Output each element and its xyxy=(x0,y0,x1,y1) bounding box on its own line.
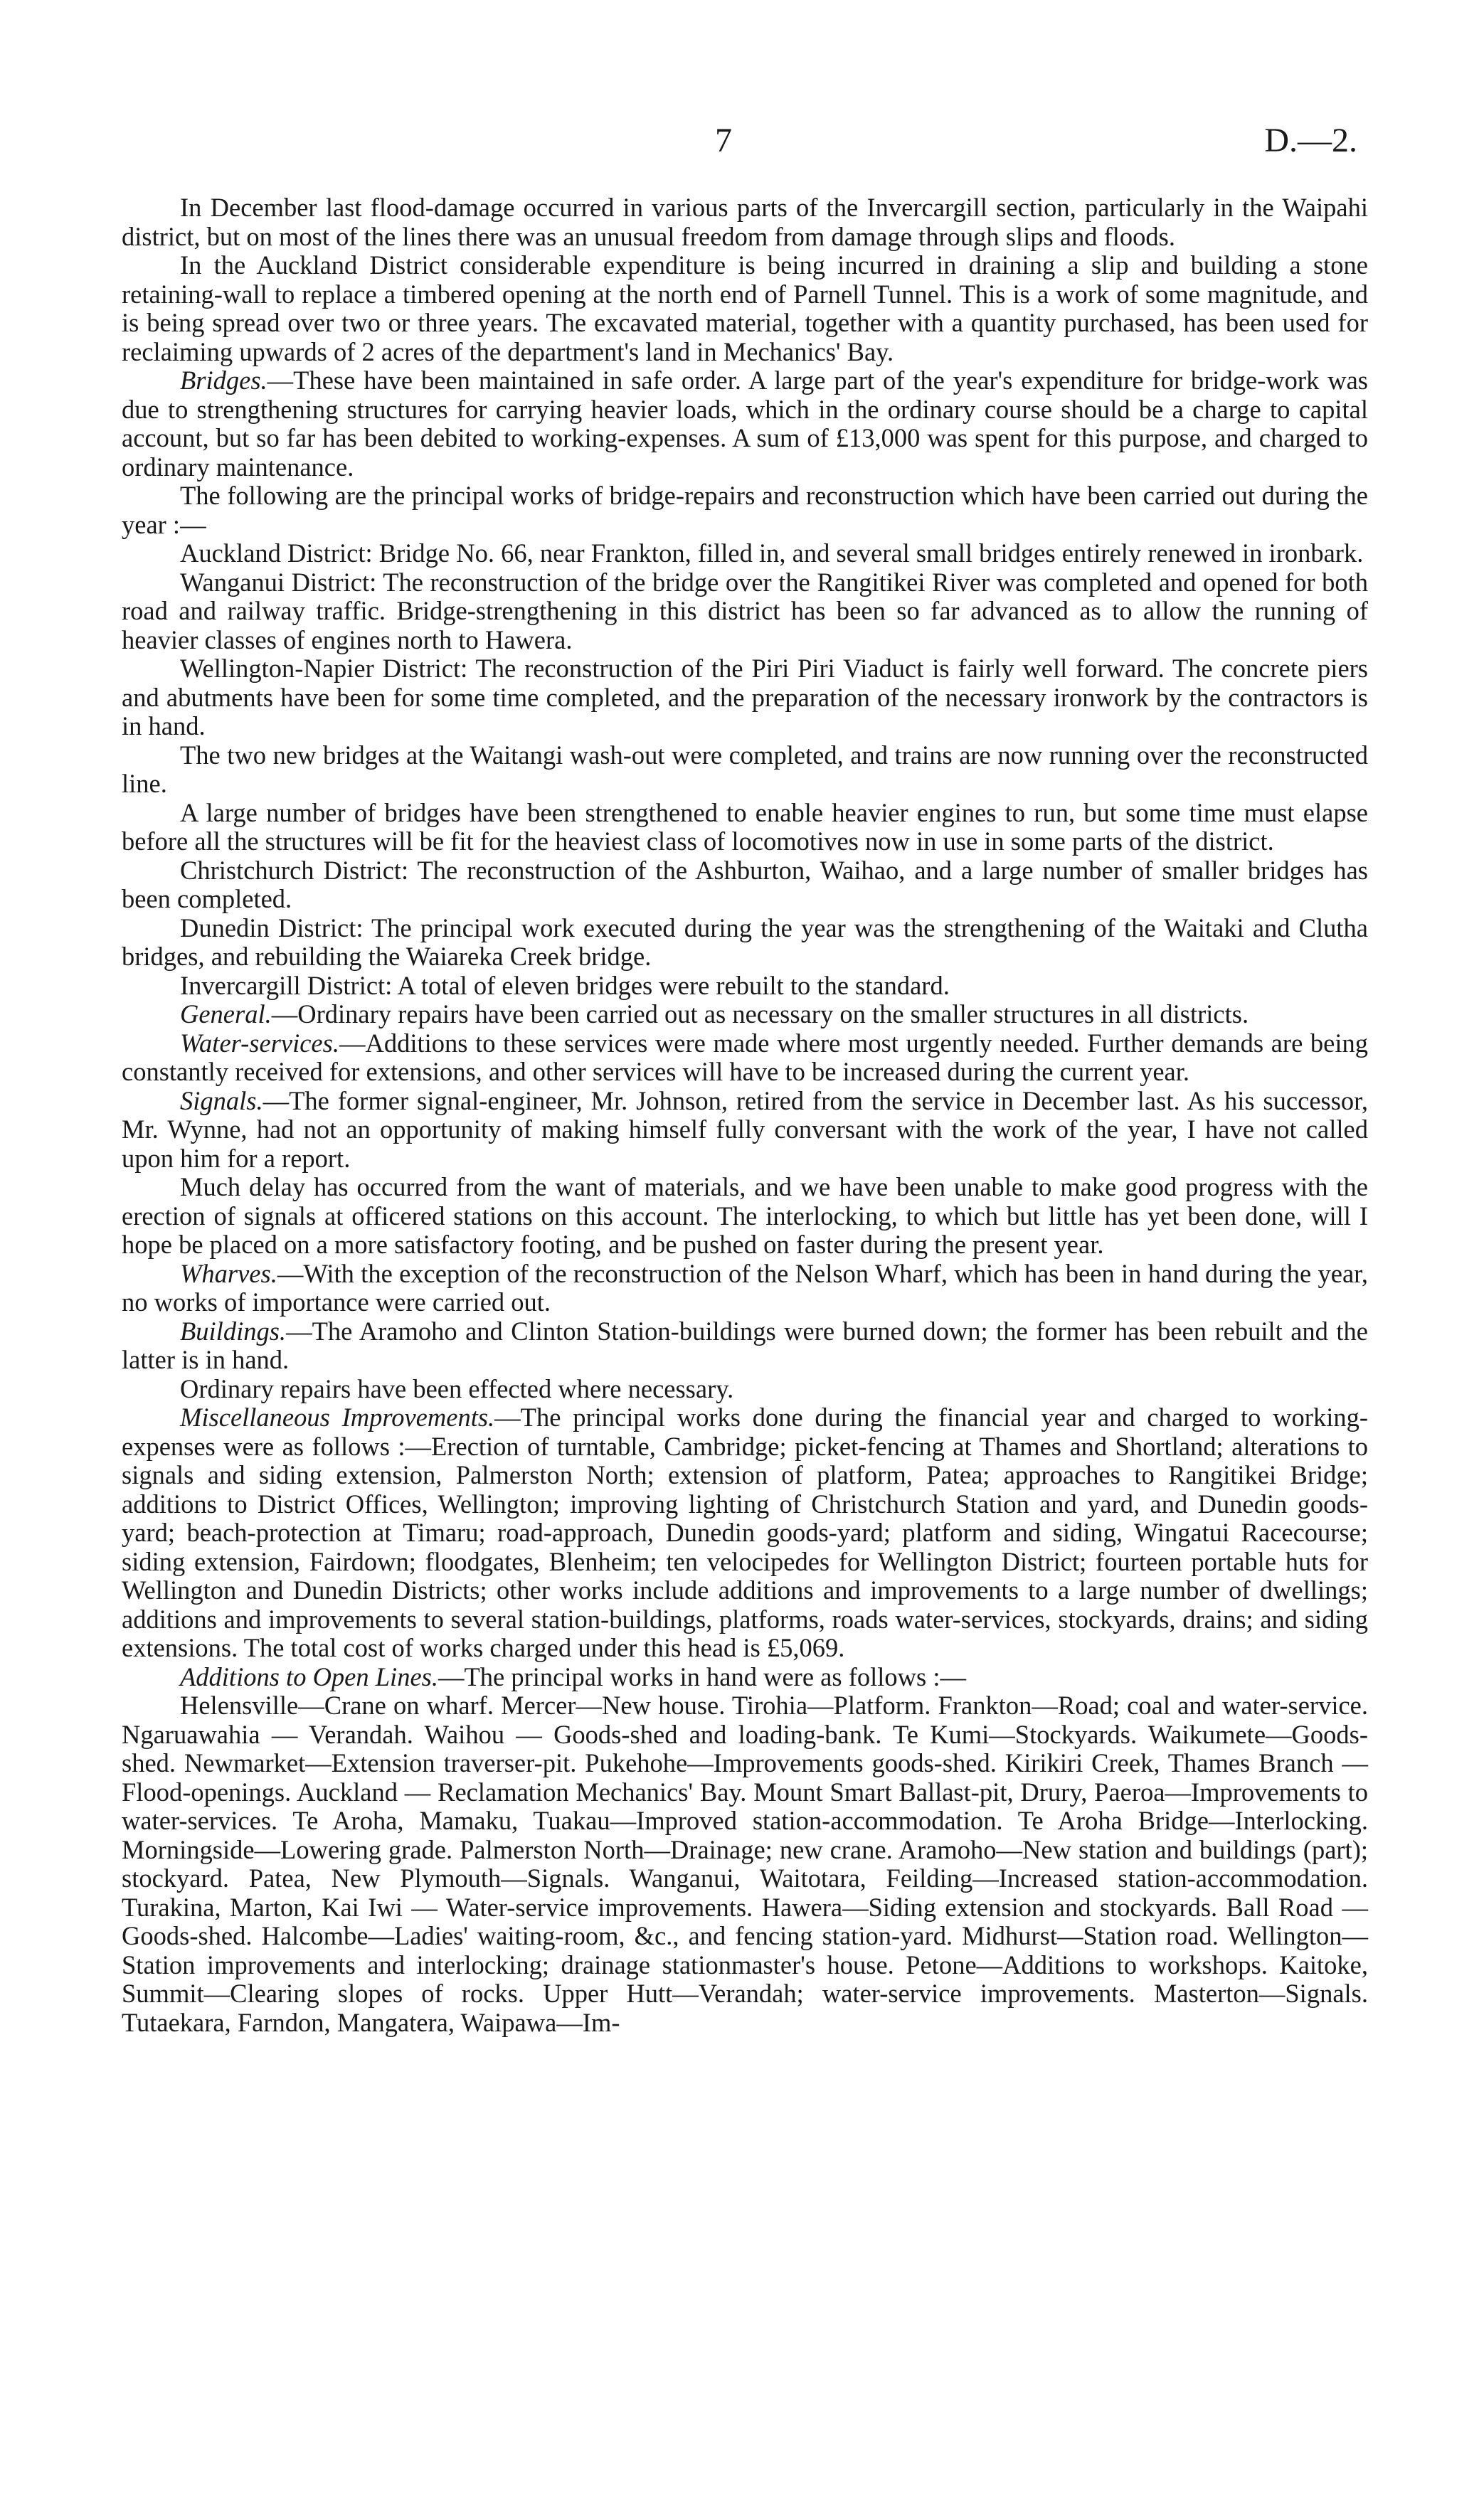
section-heading: Additions to Open Lines. xyxy=(180,1662,438,1691)
section-heading: Water-services. xyxy=(180,1028,339,1058)
paragraph: The following are the principal works of bridge-repairs and reconstruction which have been carried out during the year :— xyxy=(122,481,1368,539)
body-text xyxy=(122,193,1368,2037)
paragraph: Additions to Open Lines.—The principal works in hand were as follows :— xyxy=(180,1662,966,1691)
section-heading: Signals. xyxy=(180,1085,263,1115)
section-heading: General. xyxy=(180,999,272,1028)
paragraph: Buildings.—The Aramoho and Clinton Station-buildings were burned down; the former has been rebuilt and the latter is in hand. xyxy=(122,1316,1368,1374)
section-heading: Buildings. xyxy=(180,1316,287,1346)
paragraph: Signals.—The former signal-engineer, Mr. Johnson, retired from the service in December last. As his successor, Mr. Wynne, had not an opportunity of making himself fully conversant with the work of the year, I have not called upon him for a report. xyxy=(122,1085,1368,1173)
paragraph: The two new bridges at the Waitangi wash-out were completed, and trains are now running over the reconstructed line. xyxy=(122,740,1368,798)
paragraph: Christchurch District: The reconstruction of the Ashburton, Waihao, and a large number of smaller bridges has been completed. xyxy=(122,855,1368,913)
paragraph: Auckland District: Bridge No. 66, near Frankton, filled in, and several small bridges entirely renewed in ironbark. xyxy=(180,538,1364,568)
paragraph: Bridges.—These have been maintained in safe order. A large part of the year's expenditure for bridge-work was due to strengthening structures for carrying heavier loads, which in the ordinary course should be a charge to capital account, but so far has been debited to working-expenses. A sum of £13,000 was spent for this purpose, and charged to ordinary maintenance. xyxy=(122,366,1368,482)
paragraph: Ordinary repairs have been effected where necessary. xyxy=(180,1373,734,1403)
paragraph: Dunedin District: The principal work executed during the year was the strengthening of the Waitaki and Clutha bridges, and rebuilding the Waiareka Creek bridge. xyxy=(122,913,1368,971)
paragraph: Invercargill District: A total of eleven bridges were rebuilt to the standard. xyxy=(180,970,950,1000)
page-header xyxy=(0,121,1479,171)
paragraph: Wharves.—With the exception of the reconstruction of the Nelson Wharf, which has been in hand during the year, no works of importance were carried out. xyxy=(122,1258,1368,1317)
paragraph: Much delay has occurred from the want of materials, and we have been unable to make good progress with the erection of signals at officered stations on this account. The interlocking, to which but little has yet been done, will I hope be placed on a more satisfactory footing, and be pushed on faster during the present year. xyxy=(122,1172,1368,1259)
paragraph: Helensville—Crane on wharf. Mercer—New house. Tirohia—Platform. Frankton—Road; coal and water-service. Ngaruawahia — Verandah. Waihou — Goods-shed and loading-bank. Te Kumi—Stockyards. Waikumete—Goods-shed. Newmarket—Extension traverser-pit. Pukehohe—Improvements goods-shed. Kirikiri Creek, Thames Branch — Flood-openings. Auckland — Reclamation Mechanics' Bay. Mount Smart Ballast-pit, Drury, Paeroa—Improvements to water-services. Te Aroha, Mamaku, Tuakau—Improved station-accommodation. Te Aroha Bridge—Interlocking. Morningside—Lowering grade. Palmerston North—Drainage; new crane. Aramoho—New station and buildings (part); stockyard. Patea, New Plymouth—Signals. Wanganui, Waitotara, Feilding—Increased station-accommodation. Turakina, Marton, Kai Iwi — Water-service improvements. Hawera—Siding extension and stockyards. Ball Road — Goods-shed. Halcombe—Ladies' waiting-room, &c., and fencing station-yard. Midhurst—Station road. Wellington—Station improvements and interlocking; drainage stationmaster's house. Petone—Additions to workshops. Kaitoke, Summit—Clearing slopes of rocks. Upper Hutt—Verandah; water-service improvements. Masterton—Signals. Tutaekara, Farndon, Mangatera, Waipawa—Im- xyxy=(122,1691,1368,2037)
document-reference: D.—2. xyxy=(1264,122,1357,159)
paragraph: In December last flood-damage occurred in various parts of the Invercargill section, particularly in the Waipahi district, but on most of the lines there was an unusual freedom from damage through slips and floods. xyxy=(122,193,1368,251)
paragraph: In the Auckland District considerable expenditure is being incurred in draining a slip and building a stone retaining-wall to replace a timbered opening at the north end of Parnell Tunnel. This is a work of some magnitude, and is being spread over two or three years. The excavated material, together with a quantity purchased, has been used for reclaiming upwards of 2 acres of the department's land in Mechanics' Bay. xyxy=(122,250,1368,366)
paragraph: Water-services.—Additions to these services were made where most urgently needed. Further demands are being constantly received for extensions, and other services will have to be increased during the current year. xyxy=(122,1028,1368,1086)
paragraph: A large number of bridges have been strengthened to enable heavier engines to run, but some time must elapse before all the structures will be fit for the heaviest class of locomotives now in use in some parts of the district. xyxy=(122,797,1368,856)
paragraph: Wellington-Napier District: The reconstruction of the Piri Piri Viaduct is fairly well forward. The concrete piers and abutments have been for some time completed, and the preparation of the necessary ironwork by the contractors is in hand. xyxy=(122,654,1368,740)
section-heading: Miscellaneous Improvements. xyxy=(180,1403,495,1432)
section-heading: Wharves. xyxy=(180,1258,277,1288)
paragraph: Wanganui District: The reconstruction of the bridge over the Rangitikei River was completed and opened for both road and railway traffic. Bridge-strengthening in this district has been so far advanced as to allow the running of heavier classes of engines north to Hawera. xyxy=(122,567,1368,654)
section-heading: Bridges. xyxy=(180,366,267,395)
page-number: 7 xyxy=(715,122,732,159)
paragraph: Miscellaneous Improvements.—The principal works done during the financial year and charged to working-expenses were as follows :—Erection of turntable, Cambridge; picket-fencing at Thames and Shortland; alterations to signals and siding extension, Palmerston North; extension of platform, Patea; approaches to Rangitikei Bridge; additions to District Offices, Wellington; improving lighting of Christchurch Station and yard, and Dunedin goods-yard; beach-protection at Timaru; road-approach, Dunedin goods-yard; platform and siding, Wingatui Racecourse; siding extension, Fairdown; floodgates, Blenheim; ten velocipedes for Wellington District; fourteen portable huts for Wellington and Dunedin Districts; other works include additions and improvements to a large number of dwellings; additions and improvements to several station-buildings, platforms, roads water-services, stockyards, drains; and siding extensions. The total cost of works charged under this head is £5,069. xyxy=(122,1403,1368,1662)
paragraph: General.—Ordinary repairs have been carried out as necessary on the smaller structures in all districts. xyxy=(180,999,1249,1028)
